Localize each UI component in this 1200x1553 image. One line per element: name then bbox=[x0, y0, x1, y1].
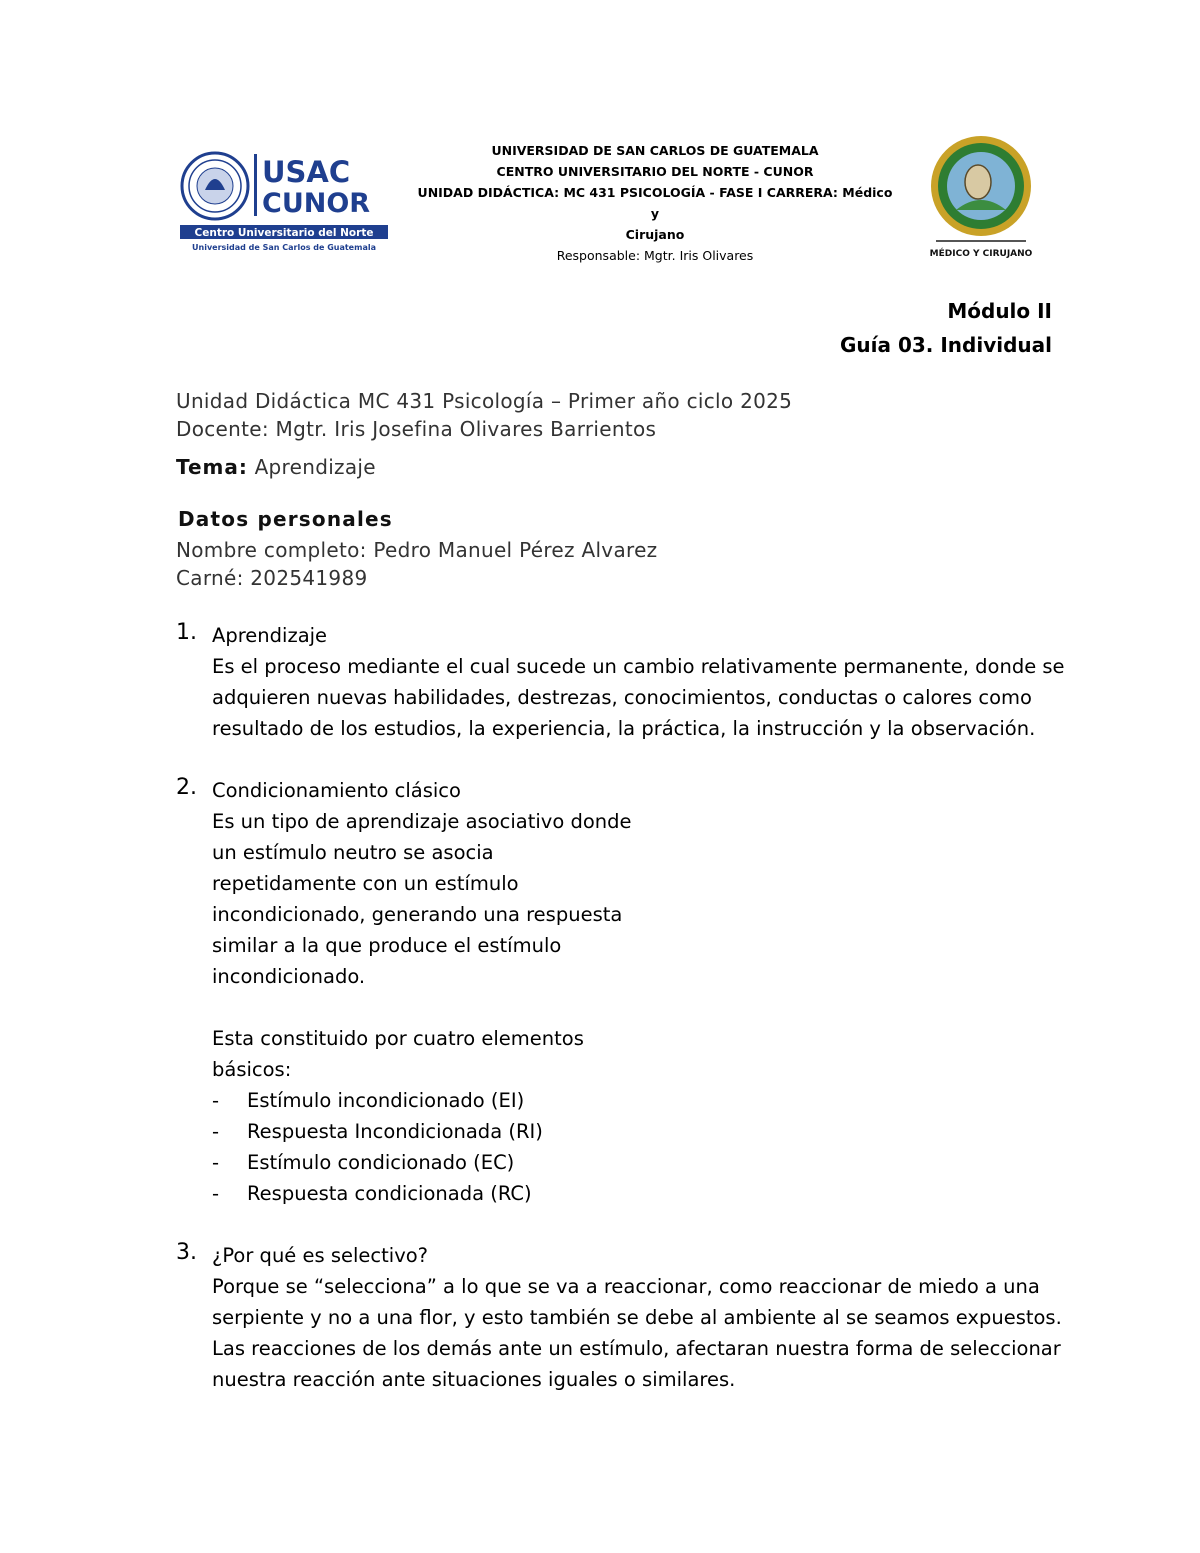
section-1-title: Aprendizaje bbox=[212, 624, 328, 647]
topic-label: Tema: bbox=[176, 455, 248, 479]
section-2-number: 2. bbox=[176, 775, 197, 800]
section-2-line: similar a la que produce el estímulo bbox=[212, 934, 562, 957]
section-1-line: adquieren nuevas habilidades, destrezas, conocimientos, conductas o calores como bbox=[212, 686, 1032, 709]
section-1-number: 1. bbox=[176, 620, 197, 645]
bullet-item: - Respuesta condicionada (RC) bbox=[212, 1178, 632, 1209]
section-2 bbox=[212, 775, 632, 1209]
logo-usac-text: USAC bbox=[262, 155, 351, 189]
bullet-symbol: - bbox=[212, 1182, 220, 1205]
course-meta bbox=[176, 387, 792, 443]
guide-titles bbox=[840, 294, 1052, 362]
course-teacher: Docente: Mgtr. Iris Josefina Olivares Barrientos bbox=[176, 417, 657, 441]
section-2-line: básicos: bbox=[212, 1058, 292, 1081]
guide-title: Guía 03. Individual bbox=[839, 333, 1052, 357]
bullet-item: - Respuesta Incondicionada (RI) bbox=[212, 1116, 632, 1147]
topic-value: Aprendizaje bbox=[254, 455, 376, 479]
section-3-line: Porque se “selecciona” a lo que se va a reaccionar, como reaccionar de miedo a una bbox=[212, 1275, 1040, 1298]
bullet-symbol: - bbox=[212, 1151, 220, 1174]
header-institution bbox=[415, 140, 895, 266]
section-3-line: Las reacciones de los demás ante un estímulo, afectaran nuestra forma de seleccionar bbox=[212, 1337, 1061, 1360]
section-3-line: nuestra reacción ante situaciones iguales o similares. bbox=[212, 1368, 736, 1391]
section-3-title: ¿Por qué es selectivo? bbox=[212, 1244, 429, 1267]
logo-cunor-text: CUNOR bbox=[262, 188, 371, 219]
section-2-line: un estímulo neutro se asocia bbox=[212, 841, 494, 864]
seal-caption: MÉDICO Y CIRUJANO bbox=[929, 249, 1033, 259]
header-line-1: UNIVERSIDAD DE SAN CARLOS DE GUATEMALA bbox=[491, 143, 819, 158]
header-line-3: UNIDAD DIDÁCTICA: MC 431 PSICOLOGÍA - FASE I CARRERA: Médico y bbox=[417, 185, 893, 221]
section-2-line: incondicionado. bbox=[212, 965, 366, 988]
header-line-2: CENTRO UNIVERSITARIO DEL NORTE - CUNOR bbox=[496, 164, 814, 179]
module-title: Módulo II bbox=[947, 299, 1052, 323]
bullet-item: - Estímulo condicionado (EC) bbox=[212, 1147, 632, 1178]
logo-band-text: Centro Universitario del Norte bbox=[194, 227, 374, 239]
section-2-line: Esta constituido por cuatro elementos bbox=[212, 1027, 584, 1050]
section-2-line: Es un tipo de aprendizaje asociativo donde bbox=[212, 810, 632, 833]
student-name: Nombre completo: Pedro Manuel Pérez Alvarez bbox=[176, 538, 658, 562]
section-2-line: repetidamente con un estímulo bbox=[212, 872, 519, 895]
bullet-symbol: - bbox=[212, 1120, 220, 1143]
section-2-line: incondicionado, generando una respuesta bbox=[212, 903, 623, 926]
section-2-title: Condicionamiento clásico bbox=[212, 779, 461, 802]
personal-data-title: Datos personales bbox=[178, 507, 393, 531]
section-3-number: 3. bbox=[176, 1240, 197, 1265]
medical-school-seal bbox=[926, 130, 1044, 260]
student-id: Carné: 202541989 bbox=[176, 566, 368, 590]
section-1-line: resultado de los estudios, la experiencia, la práctica, la instrucción y la observación. bbox=[212, 717, 1036, 740]
topic-line bbox=[176, 453, 376, 481]
section-1-line: Es el proceso mediante el cual sucede un cambio relativamente permanente, donde se bbox=[212, 655, 1065, 678]
logo-sub-text: Universidad de San Carlos de Guatemala bbox=[192, 243, 376, 252]
header-line-4: Cirujano bbox=[625, 227, 685, 242]
usac-cunor-logo bbox=[178, 150, 390, 260]
header-line-5: Responsable: Mgtr. Iris Olivares bbox=[556, 248, 754, 263]
bullet-symbol: - bbox=[212, 1089, 220, 1112]
bullet-item: - Estímulo incondicionado (EI) bbox=[212, 1085, 632, 1116]
section-3 bbox=[212, 1240, 1062, 1395]
section-1 bbox=[212, 620, 1065, 744]
course-unit: Unidad Didáctica MC 431 Psicología – Primer año ciclo 2025 bbox=[176, 389, 793, 413]
section-3-line: serpiente y no a una flor, y esto también se debe al ambiente al se seamos expuestos. bbox=[212, 1306, 1062, 1329]
personal-data bbox=[176, 505, 657, 592]
